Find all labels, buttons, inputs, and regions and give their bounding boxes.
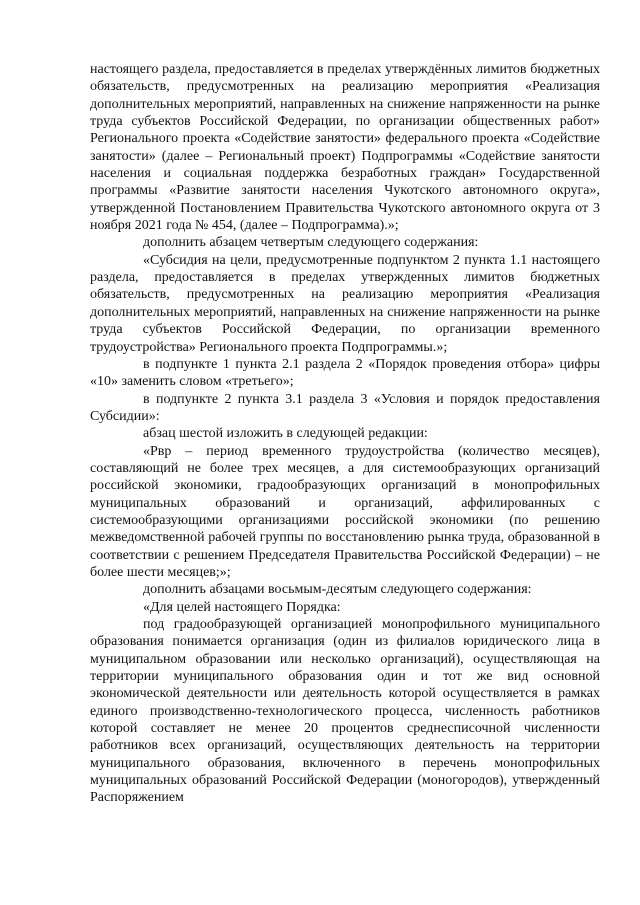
- document-page: [90, 61, 600, 807]
- paragraph-subsidy-text: «Субсидия на цели, предусмотренные подпунктом 2 пункта 1.1 настоящего раздела, предоставляется в пределах утвержденных лимитов бюджетных обязательств, предусмотренных на реализацию мероприятия «Реализация дополнительных мероприятий, направленных на снижение напряженности на рынке труда субъектов Российской Федерации, по организации временного трудоустройства» Регионального проекта Подпрограммы.»;: [90, 252, 600, 355]
- paragraph-amend-subclause: в подпункте 2 пункта 3.1 раздела 3 «Условия и порядок предоставления Субсидии»:: [90, 391, 600, 424]
- paragraph-amend-digits: в подпункте 1 пункта 2.1 раздела 2 «Порядок проведения отбора» цифры «10» заменить словом «третьего»;: [90, 356, 600, 390]
- paragraph-purposes: «Для целей настоящего Порядка:: [143, 599, 341, 615]
- paragraph-town-forming-definition: под градообразующей организацией монопрофильного муниципального образования понимается организация (один из филиалов юридического лица в муниципальном образовании или несколько организаций), осуществляющая на территории муниципального образования один и тот же вид основной экономической деятельности или деятельность которой осуществляется в рамках единого производственно-технологического процесса, численность работников которой составляет не менее 20 процентов среднесписочной численности работников всех организаций, осуществляющих деятельность на территории муниципального образования, включенного в перечень монопрофильных муниципальных образований Российской Федерации (моногородов), утвержденный Распоряжением: [90, 617, 600, 806]
- paragraph-rvr-definition: «Рвр – период временного трудоустройства (количество месяцев), составляющий не более трех месяцев, а для системообразующих организаций российской экономики, градообразующих организаций в монопрофильных муниципальных образований и организаций, аффилированных с системообразующими организациями российской экономики (по решению межведомственной рабочей группы по восстановлению рынка труда, образованной в соответствии с решением Председателя Правительства Российской Федерации) – не более шести месяцев;»;: [90, 443, 600, 580]
- paragraph-continuation: настоящего раздела, предоставляется в пределах утверждённых лимитов бюджетных обязательств, предусмотренных на реализацию мероприятия «Реализация дополнительных мероприятий, направленных на снижение напряженности на рынке труда субъектов Российской Федерации, по организации общественных работ» Регионального проекта «Содействие занятости» федерального проекта «Содействие занятости» (далее – Региональный проект) Подпрограммы «Содействие занятости населения и социальная поддержка безработных граждан» Государственной программы «Развитие занятости населения Чукотского автономного округа», утвержденной Постановлением Правительства Чукотского автономного округа от 3 ноября 2021 года № 454, (далее – Подпрограмма).»;: [90, 62, 600, 234]
- paragraph-amend-add-fourth: дополнить абзацем четвертым следующего содержания:: [143, 235, 479, 251]
- paragraph-amend-add-eighth-tenth: дополнить абзацами восьмым-десятым следующего содержания:: [143, 582, 532, 598]
- paragraph-amend-sixth: абзац шестой изложить в следующей редакции:: [143, 426, 428, 442]
